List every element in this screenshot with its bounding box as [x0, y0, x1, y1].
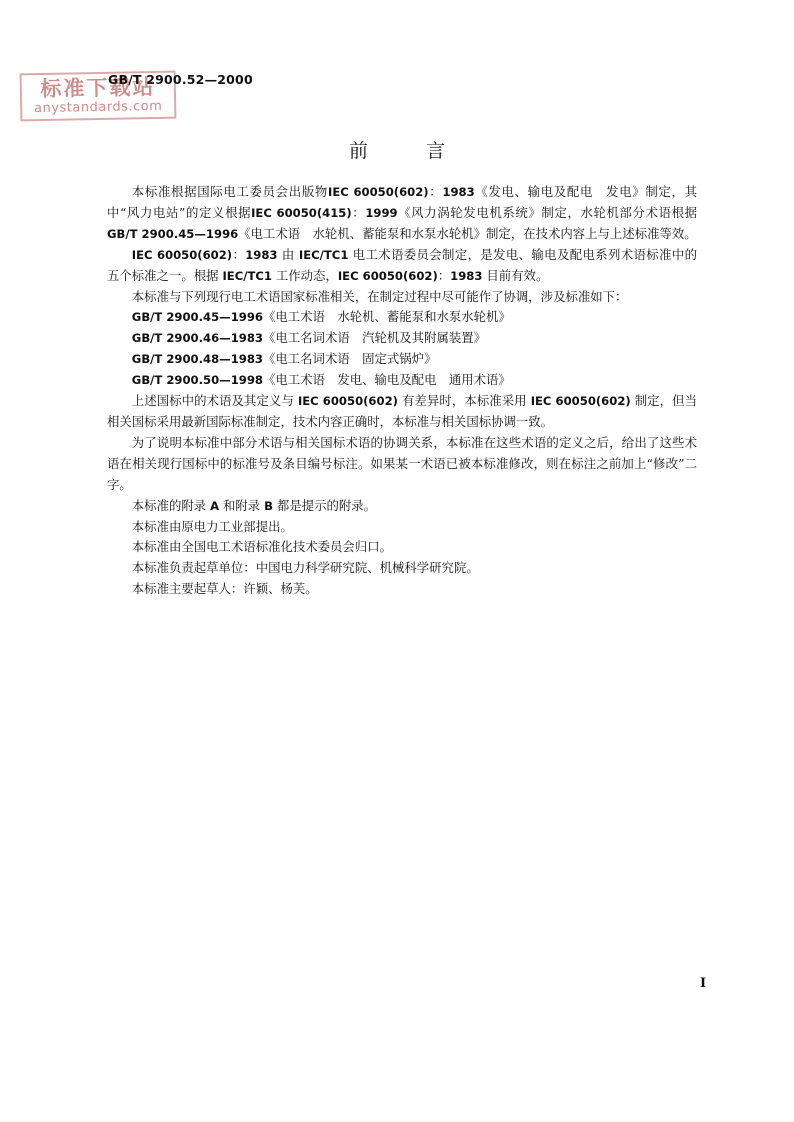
p1-bold-1: IEC 60050(602) [328, 185, 429, 199]
title-char-left: 前 [348, 140, 368, 162]
p2-bold-2: 1983 [245, 247, 278, 262]
paragraph-8: 本标准由全国电工术语标准化技术委员会归口。 [131, 539, 392, 555]
p2-text-2: 由 [277, 246, 299, 262]
reference-title: 《电工名词术语 汽轮机及其附属装置》 [263, 330, 487, 346]
p6-text-1: 本标准的附录 [131, 497, 211, 513]
paragraph-3: 本标准与下列现行电工术语国家标准相关，在制定过程中尽可能作了协调，涉及标准如下： [131, 288, 628, 304]
page-number: I [700, 976, 707, 991]
p6-bold-1: A [210, 498, 220, 513]
page-title [0, 136, 794, 163]
p1-text-1: 本标准根据国际电工委员会出版物 [131, 184, 328, 199]
reference-title: 《电工术语 水轮机、蓄能泵和水泵水轮机》 [263, 309, 511, 325]
standard-code: GB/T 2900.52—2000 [108, 72, 253, 87]
p2-text-6: 目前有效。 [482, 267, 549, 283]
reference-code: GB/T 2900.46—1983 [131, 331, 263, 346]
paragraph-1 [107, 182, 697, 245]
p1-bold-5: GB/T 2900.45—1996 [107, 226, 239, 241]
reference-code: GB/T 2900.45—1996 [131, 310, 263, 325]
paragraph-5: 为了说明本标准中部分术语与相关国标术语的协调关系，本标准在这些术语的定义之后，给出了这些术语在相关现行国标中的标准号及条目编号标注。如果某一术语已被本标准修改，则在标注之前加上“修改”二字。 [107, 434, 697, 492]
reference-code: GB/T 2900.50—1998 [131, 373, 263, 388]
p1-bold-2: 1983 [442, 185, 475, 199]
p1-bold-3: IEC 60050(415) [251, 205, 352, 220]
reference-title: 《电工术语 发电、输电及配电 通用术语》 [263, 372, 511, 388]
p6-text-2: 和附录 [219, 497, 265, 513]
title-char-right: 言 [426, 140, 446, 162]
p2-bold-5: IEC 60050(602) [337, 268, 438, 283]
p1-bold-4: 1999 [365, 205, 398, 220]
p1-text-3: 《发电、输电及配电 发电》制定，其中“风力电站”的定义根据 [107, 184, 698, 220]
p4-bold-2: IEC 60050(602) [530, 394, 631, 409]
paragraph-2 [107, 245, 697, 287]
p2-bold-1: IEC 60050(602) [131, 247, 233, 262]
p1-text-4: ： [351, 204, 366, 220]
p4-text-3: 制定，但当相关国标采用最新国际标准制定，技术内容正确时，本标准与相关国标协调一致。 [107, 393, 697, 429]
p1-text-6: 《电工术语 水轮机、蓄能泵和水泵水轮机》制定，在技术内容上与上述标准等效。 [238, 225, 697, 241]
watermark-en-text: anystandards.com [33, 98, 163, 117]
p2-text-4: 工作动态， [271, 267, 338, 283]
p4-text-1: 上述国标中的术语及其定义与 [131, 393, 298, 409]
paragraph-4 [107, 391, 697, 433]
watermark-cn-text: 标准下载站 [40, 74, 156, 102]
foreword-body [107, 182, 697, 600]
reference-item [107, 328, 697, 349]
p6-text-3: 都是提示的附录。 [272, 497, 377, 513]
paragraph-9: 本标准负责起草单位：中国电力科学研究院、机械科学研究院。 [131, 560, 479, 576]
paragraph-10: 本标准主要起草人：许颖、杨芙。 [131, 581, 318, 597]
paragraph-7: 本标准由原电力工业部提出。 [131, 518, 293, 534]
p2-bold-3: IEC/TC1 [298, 247, 349, 262]
p1-text-5: 《风力涡轮发电机系统》制定，水轮机部分术语根据 [397, 204, 698, 220]
reference-item [107, 307, 697, 328]
p4-text-2: 有差异时，本标准采用 [397, 393, 531, 409]
p6-bold-2: B [264, 498, 273, 513]
reference-title: 《电工名词术语 固定式锅炉》 [263, 351, 437, 367]
reference-code: GB/T 2900.48—1983 [131, 352, 263, 367]
p1-text-2: ： [428, 184, 443, 199]
p2-text-1: ： [232, 246, 246, 262]
p2-text-5: ： [437, 267, 451, 283]
reference-item [107, 370, 697, 391]
p2-bold-6: 1983 [450, 268, 483, 283]
p2-bold-4: IEC/TC1 [222, 268, 272, 283]
reference-item [107, 349, 697, 370]
p2-text-3: 电工术语委员会制定，是发电、输电及配电系列术语标准中的五个标准之一。根据 [107, 246, 697, 283]
p4-bold-1: IEC 60050(602) [297, 394, 398, 409]
paragraph-6 [107, 496, 697, 517]
